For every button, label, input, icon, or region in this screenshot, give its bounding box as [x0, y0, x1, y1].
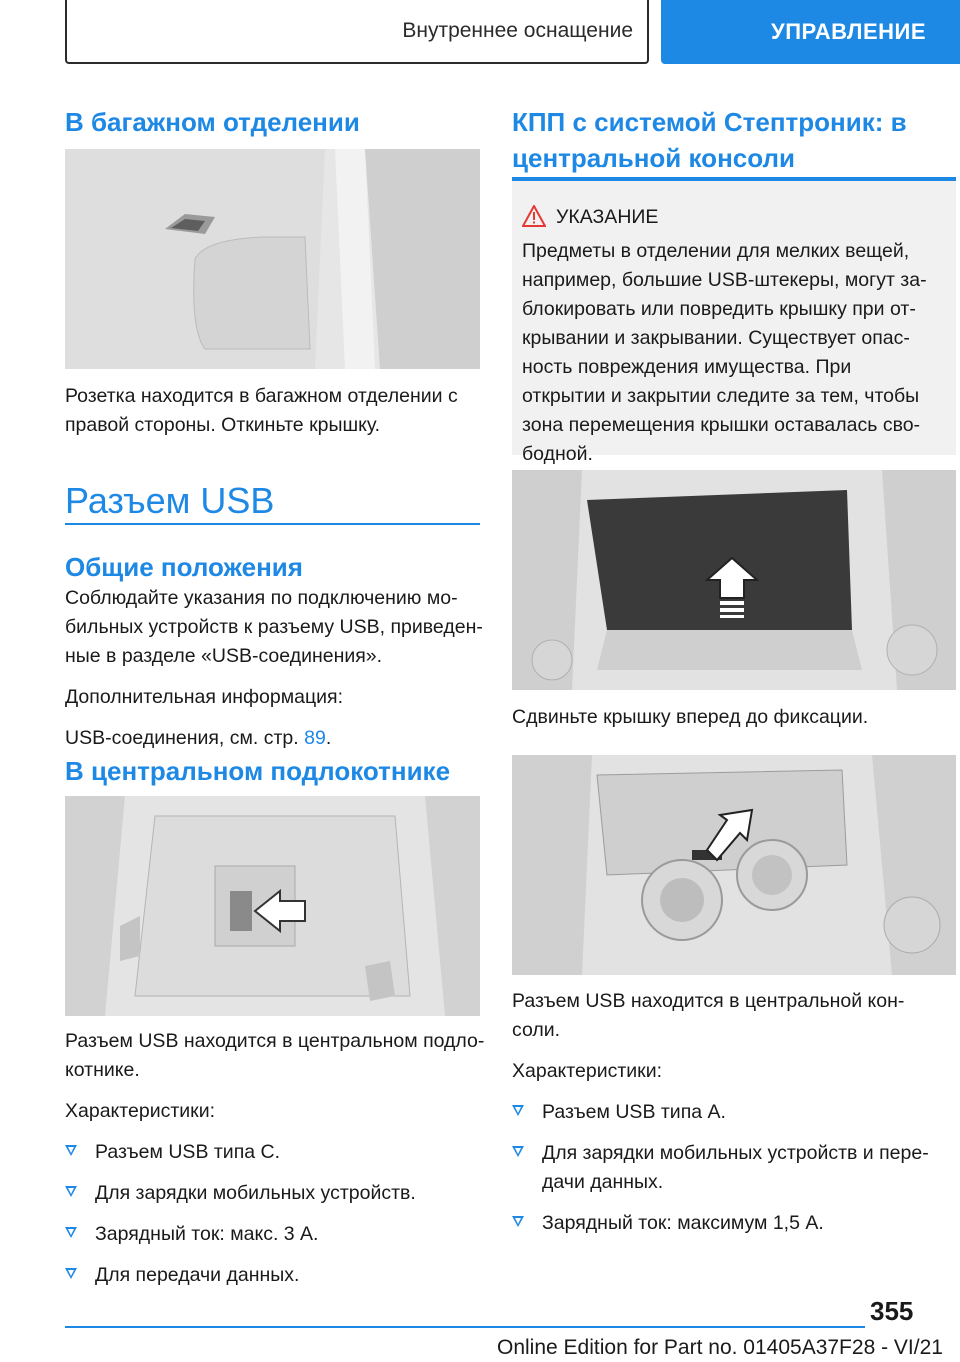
list-item: Разъем USB типа А. [512, 1098, 956, 1127]
general-text [65, 584, 485, 753]
list-item: Для передачи данных. [65, 1261, 485, 1290]
list-item: Разъем USB типа С. [65, 1138, 485, 1167]
bullet-triangle-icon [65, 1227, 77, 1238]
usb-reference-text: USB-соединения, см. стр. [65, 727, 299, 749]
armrest-caption-line: котнике. [65, 1059, 140, 1081]
armrest-features-label: Характеристики: [65, 1100, 216, 1122]
console-caption [512, 987, 956, 1250]
warning-line: Предметы в отделении для мелких вещей, [522, 240, 910, 262]
slide-caption: Сдвиньте крышку вперед до фиксации. [512, 706, 869, 728]
trunk-caption [65, 382, 485, 440]
warning-line: бодной. [522, 443, 593, 465]
bullet-triangle-icon [65, 1186, 77, 1197]
armrest-usb-image [65, 796, 480, 1016]
footer-rule [65, 1326, 865, 1328]
bullet-triangle-icon [512, 1105, 524, 1116]
warning-line: ность повреждения имущества. При [522, 356, 852, 378]
warning-text [522, 237, 952, 469]
usb-reference: USB-соединения, см. стр. 89. [65, 727, 332, 749]
console-caption-line: Разъем USB находится в центральной кон- [512, 990, 905, 1012]
usb-heading: Разъем USB [65, 480, 275, 521]
warning-line: крывании и закрывании. Существует опас- [522, 327, 910, 349]
warning-box [512, 177, 956, 465]
steptronic-heading [512, 104, 956, 176]
header-chapter-title: УПРАВЛЕНИЕ [771, 19, 926, 44]
header-section-title: Внутреннее оснащение [402, 19, 633, 42]
armrest-caption-line: Разъем USB находится в центральном подло- [65, 1030, 485, 1052]
trunk-heading: В багажном отделении [65, 107, 360, 137]
general-line: Соблюдайте указания по подключению мо- [65, 587, 458, 609]
armrest-heading: В центральном подлокотнике [65, 756, 451, 786]
warning-line: зона перемещения крышки оставалась сво- [522, 414, 921, 436]
warning-line: например, большие USB-штекеры, могут за- [522, 269, 927, 291]
warning-line: открытии и закрытии следите за тем, чтобы [522, 385, 920, 407]
steptronic-heading-line: КПП с системой Стептроник: в [512, 107, 907, 137]
bullet-triangle-icon [65, 1268, 77, 1279]
warning-title: УКАЗАНИЕ [556, 206, 659, 228]
warning-line: блокировать или повредить крышку при от- [522, 298, 916, 320]
steptronic-heading-line: центральной консоли [512, 143, 795, 173]
general-heading: Общие положения [65, 552, 303, 582]
list-item: Зарядный ток: максимум 1,5 A. [512, 1209, 956, 1238]
list-item: Для зарядки мобильных устройств и пере- дачи данных. [512, 1139, 956, 1197]
bullet-triangle-icon [512, 1216, 524, 1227]
general-line: ные в разделе «USB-соединения». [65, 645, 383, 667]
trunk-socket-image [65, 149, 480, 369]
usb-heading-rule [65, 523, 480, 525]
header-chapter-tab[interactable] [661, 0, 960, 64]
list-item: Зарядный ток: макс. 3 A. [65, 1220, 485, 1249]
trunk-caption-line: правой стороны. Откиньте крышку. [65, 414, 381, 436]
trunk-caption-line: Розетка находится в багажном отделении с [65, 385, 458, 407]
page-link-89[interactable]: 89 [304, 727, 326, 749]
console-features-list [512, 1098, 956, 1238]
list-item: Для зарядки мобильных устройств. [65, 1179, 485, 1208]
armrest-features-list [65, 1138, 485, 1290]
general-line: бильных устройств к разъему USB, приведен- [65, 616, 483, 638]
bullet-triangle-icon [512, 1146, 524, 1157]
console-cover-image [512, 470, 956, 690]
console-usb-image [512, 755, 956, 975]
console-caption-line: соли. [512, 1019, 561, 1041]
edition-text: Online Edition for Part no. 01405A37F28 - VI/21 [497, 1336, 943, 1359]
armrest-caption [65, 1027, 485, 1302]
console-features-label: Характеристики: [512, 1060, 663, 1082]
page-number: 355 [870, 1296, 914, 1326]
warning-icon [522, 205, 546, 232]
bullet-triangle-icon [65, 1145, 77, 1156]
more-info-label: Дополнительная информация: [65, 686, 344, 708]
header-section-tab [65, 0, 649, 64]
